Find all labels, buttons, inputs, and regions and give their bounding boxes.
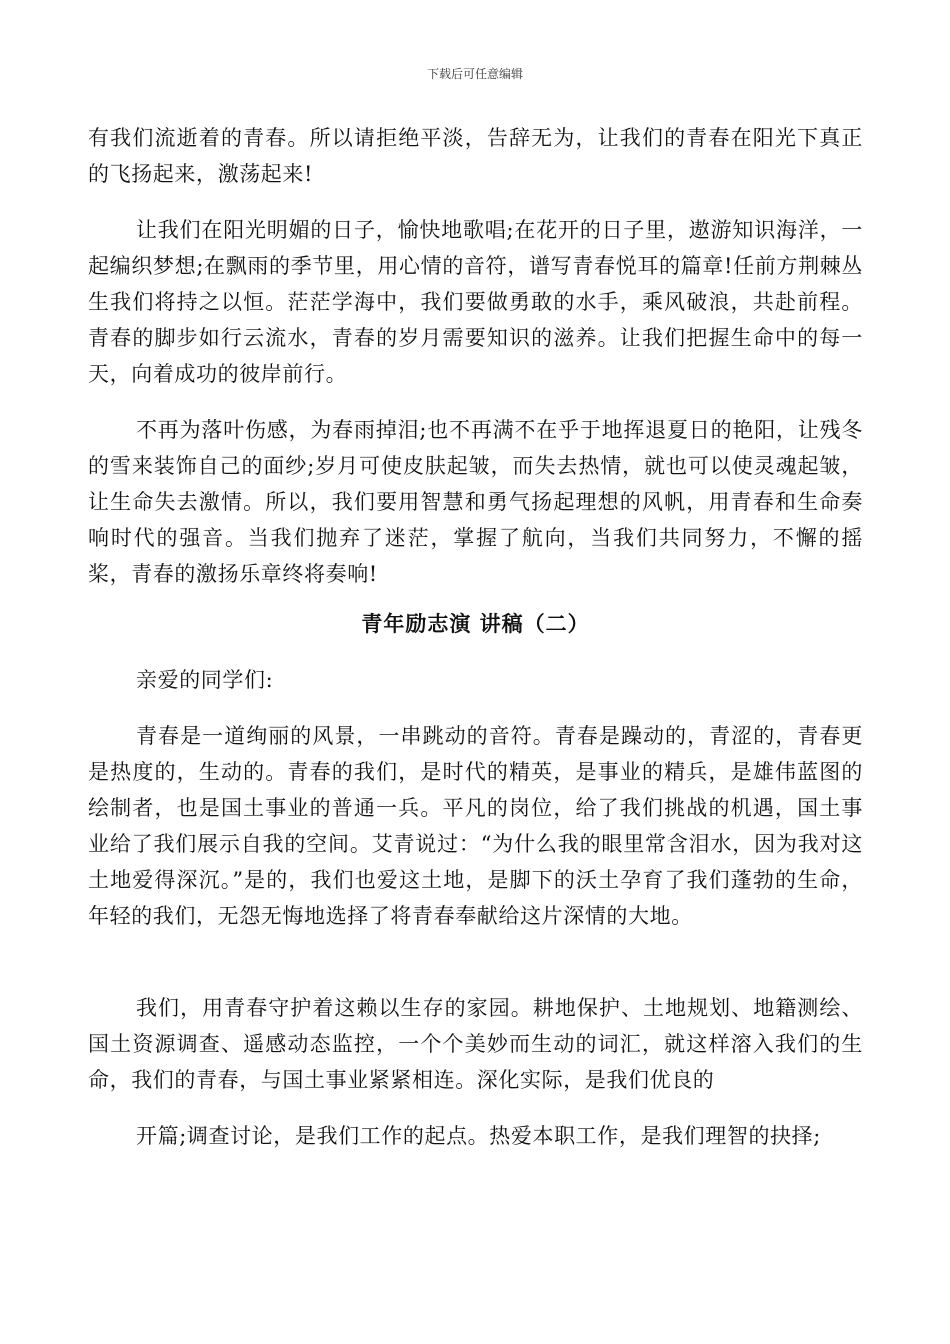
document-body bbox=[88, 120, 863, 1154]
paragraph-continued: 有我们流逝着的青春。所以请拒绝平淡，告辞无为，让我们的青春在阳光下真正的飞扬起来，激荡起来! bbox=[88, 126, 863, 186]
paragraph: 开篇;调查讨论，是我们工作的起点。热爱本职工作，是我们理智的抉择; bbox=[136, 1124, 821, 1148]
salutation: 亲爱的同学们: bbox=[136, 668, 274, 692]
page-header-note: 下载后可任意编辑 bbox=[426, 67, 523, 81]
paragraph: 青春是一道绚丽的风景，一串跳动的音符。青春是躁动的，青涩的，青春更是热度的，生动的。青春的我们，是时代的精英，是事业的精兵，是雄伟蓝图的绘制者，也是国土事业的普通一兵。平凡的岗位，给了我们挑战的机遇，国土事业给了我们展示自我的空间。艾青说过：“为什么我的眼里常含泪水，因为我对这土地爱得深沉。”是的，我们也爱这土地，是脚下的沃土孕育了我们蓬勃的生命，年轻的我们，无怨无悔地选择了将青春奉献给这片深情的大地。 bbox=[88, 724, 863, 928]
paragraph: 让我们在阳光明媚的日子，愉快地歌唱;在花开的日子里，遨游知识海洋，一起编织梦想;在飘雨的季节里，用心情的音符，谱写青春悦耳的篇章!任前方荆棘丛生我们将持之以恒。茫茫学海中，我们要做勇敢的水手，乘风破浪，共赴前程。青春的脚步如行云流水，青春的岁月需要知识的滋养。让我们把握生命中的每一天，向着成功的彼岸前行。 bbox=[88, 218, 863, 386]
paragraph: 我们，用青春守护着这赖以生存的家园。耕地保护、土地规划、地籍测绘、国土资源调查、遥感动态监控，一个个美妙而生动的词汇，就这样溶入我们的生命，我们的青春，与国土事业紧紧相连。深化实际，是我们优良的 bbox=[88, 996, 863, 1092]
section-title: 青年励志演 讲稿（二） bbox=[361, 612, 590, 636]
paragraph: 不再为落叶伤感，为春雨掉泪;也不再满不在乎于地挥退夏日的艳阳，让残冬的雪来装饰自己的面纱;岁月可使皮肤起皱，而失去热情，就也可以使灵魂起皱，让生命失去激情。所以，我们要用智慧和勇气扬起理想的风帆，用青春和生命奏响时代的强音。当我们抛弃了迷茫，掌握了航向，当我们共同努力，不懈的摇桨，青春的激扬乐章终将奏响! bbox=[88, 418, 863, 586]
